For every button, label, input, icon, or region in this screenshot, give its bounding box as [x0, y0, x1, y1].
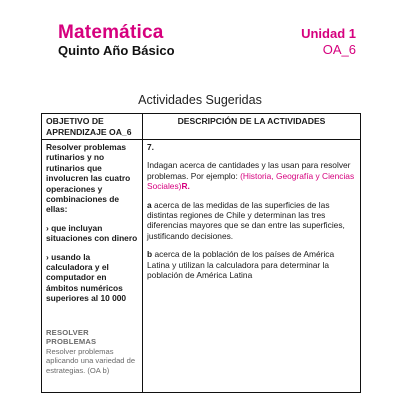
resolver-problemas-note — [46, 328, 138, 376]
item-a-text: acerca de las medidas de las superficies de las distintas regiones de Chile y determinan las tres diferencias mayores que se dan entre las superficies, justificando decisiones. — [147, 199, 345, 241]
objective-cell — [42, 140, 143, 393]
section-title: Actividades Sugeridas — [138, 93, 262, 107]
item-b-text: acerca de la población de los países de América Latina y utilizan la calculadora para determinar la población de América Latina — [147, 249, 335, 281]
item-a-letter: a — [147, 199, 152, 210]
page-header — [0, 0, 400, 70]
activity-item-b — [147, 249, 356, 280]
subject-title: Matemática — [58, 22, 164, 43]
resolver-description: Resolver problemas aplicando una variedad de estrategias. (OA b) — [46, 346, 136, 376]
objective-bullet-money: › que incluyan situaciones con dinero — [46, 222, 138, 244]
objective-heading: Resolver problemas rutinarios y no rutinarios que involucren las cuatro operaciones y combinaciones de ellas: — [46, 142, 131, 215]
oa-label: OA_6 — [322, 42, 356, 57]
cross-curricular-link[interactable]: (Historia, Geografía y Ciencias Sociales) — [147, 170, 355, 192]
activity-cell — [143, 140, 361, 393]
resolver-title: RESOLVER PROBLEMAS — [46, 327, 97, 347]
grade-subtitle: Quinto Año Básico — [58, 43, 175, 58]
activity-intro-text: Indagan acerca de cantidades y las usan para resolver problemas. Por ejemplo: — [147, 160, 351, 181]
activity-intro — [147, 160, 356, 191]
activities-table — [41, 113, 361, 393]
table-header-row — [42, 114, 361, 140]
activity-item-a — [147, 200, 356, 242]
item-b-letter: b — [147, 249, 153, 260]
activity-number: 7. — [147, 142, 154, 152]
description-column-header: DESCRIPCIÓN DE LA ACTIVIDADES — [143, 114, 361, 140]
unit-label: Unidad 1 — [301, 26, 356, 41]
table-row — [42, 140, 361, 393]
objective-bullet-calculator: › usando la calculadora y el computador en ámbitos numéricos superiores al 10 000 — [46, 251, 127, 304]
activity-intro-end: R. — [181, 181, 190, 192]
objective-column-header: OBJETIVO DE APRENDIZAJE OA_6 — [42, 114, 143, 140]
